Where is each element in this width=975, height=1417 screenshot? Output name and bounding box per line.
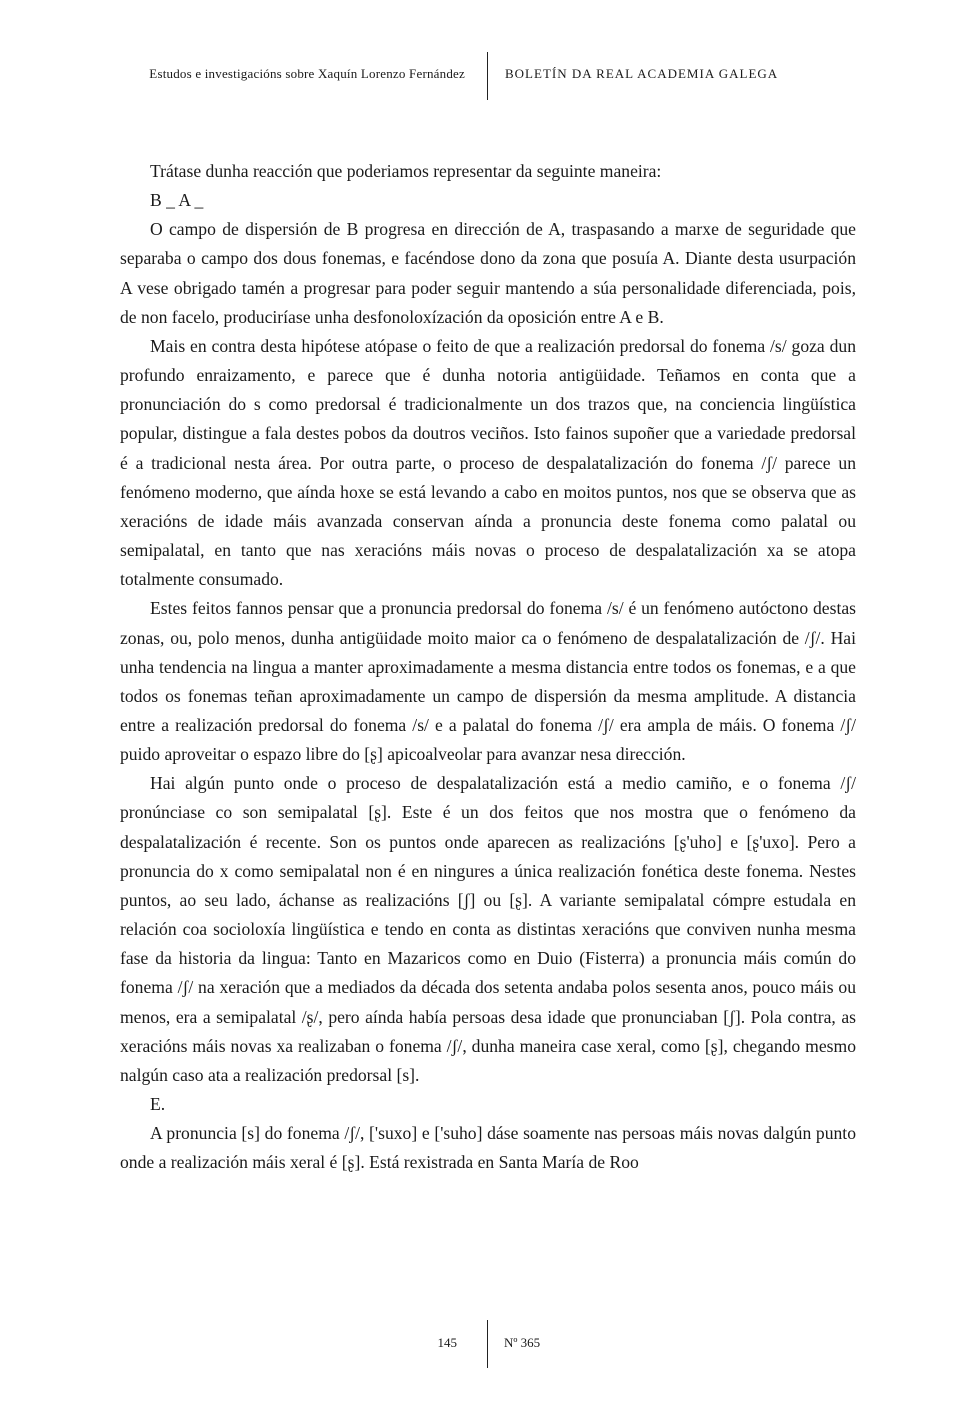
paragraph: Estes feitos fannos pensar que a pronuncia predorsal do fonema /s/ é un fenómeno autóctono destas zonas, ou, polo menos, dunha antigüidade moito maior ca o fenómeno de despalatalización de /ʃ/. Hai unha tendencia na lingua a manter aproximadamente a mesma distancia entre todos os fonemas, e a que todos os fonemas teñan aproximadamente un campo de dispersión da mesma amplitude. A distancia entre a realización predorsal do fonema /s/ e a palatal do fonema /ʃ/ era ampla de máis. O fonema /ʃ/ puido aproveitar o espazo libre do [ʂ] apicoalveolar para avanzar nesa dirección. [120, 598, 856, 765]
header-divider [487, 52, 488, 100]
running-header-left: Estudos e investigacións sobre Xaquín Lorenzo Fernández [149, 66, 465, 81]
paragraph: A pronuncia [s] do fonema /ʃ/, ['suxo] e ['suho] dáse soamente nas persoas máis novas dalgún punto onde a realización máis xeral é [ʂ]. Está rexistrada en Santa María de Roo [120, 1123, 856, 1173]
main-text [120, 157, 856, 1177]
paragraph: E. [150, 1094, 166, 1114]
issue-number: Nº 365 [504, 1335, 541, 1350]
paragraph: Mais en contra desta hipótese atópase o feito de que a realización predorsal do fonema /s/ goza dun profundo enraizamento, e parece que é dunha notoria antigüidade. Teñamos en conta que a pronunciación do s como predorsal é tradicionalmente un dos trazos que, na conciencia lingüística popular, distingue a fala destes pobos da doutros veciños. Isto fainos supoñer que a variedade predorsal é a tradicional nesta área. Por outra parte, o proceso de despalatalización do fonema /ʃ/ parece un fenómeno moderno, que aínda hoxe se está levando a cabo en moitos puntos, nos que se observa que as xeracións de idade máis avanzada conservan aínda a pronuncia deste fonema como palatal ou semipalatal, en tanto que nas xeracións máis novas o proceso de despalatalización xa se atopa totalmente consumado. [120, 335, 856, 590]
paragraph: Hai algún punto onde o proceso de despalatalización está a medio camiño, e o fonema /ʃ/ pronúnciase co son semipalatal [ʂ]. Este é un dos feitos que nos mostra que o fenómeno da despalatalización é recente. Son os puntos onde aparecen as realizacións [ʂ'uho] e [ʂ'uxo]. Pero a pronuncia do x como semipalatal non é en ningures a única realización fonética deste fonema. Nestes puntos, ao seu lado, áchanse as realizacións [ʃ] ou [ʂ]. A variante semipalatal cómpre estudala en relación coa socioloxía lingüística e tendo en conta as distintas xeracións que conviven nunha mesma fase da historia da lingua: Tanto en Mazaricos como en Duio (Fisterra) a pronuncia máis común do fonema /ʃ/ na xeración que a mediados da década dos setenta andaba polos sesenta anos, pouco máis ou menos, era a semipalatal /ʂ/, pero aínda había persoas desa idade que pronunciaban [ʃ]. Pola contra, as xeracións máis novas xa realizaban o fonema /ʃ/, dunha maneira case xeral, como [ʂ], chegando mesmo nalgún caso ata a realización predorsal [s]. [120, 773, 856, 1085]
paragraph: O campo de dispersión de B progresa en dirección de A, traspasando a marxe de seguridade que separaba o campo dos dous fonemas, e facéndose dono da zona que posuía A. Diante desta usurpación A vese obrigado tamén a progresar para poder seguir mantendo a súa personalidade diferenciada, pois, de non facelo, produciríase unha desfonoloxízación da oposición entre A e B. [120, 219, 856, 327]
running-header-right: BOLETÍN DA REAL ACADEMIA GALEGA [505, 66, 779, 81]
paragraph: Trátase dunha reacción que poderiamos representar da seguinte maneira: [150, 161, 662, 181]
paragraph: B _ A _ [150, 190, 204, 211]
footer-divider [487, 1320, 488, 1368]
page-number: 145 [437, 1335, 457, 1350]
